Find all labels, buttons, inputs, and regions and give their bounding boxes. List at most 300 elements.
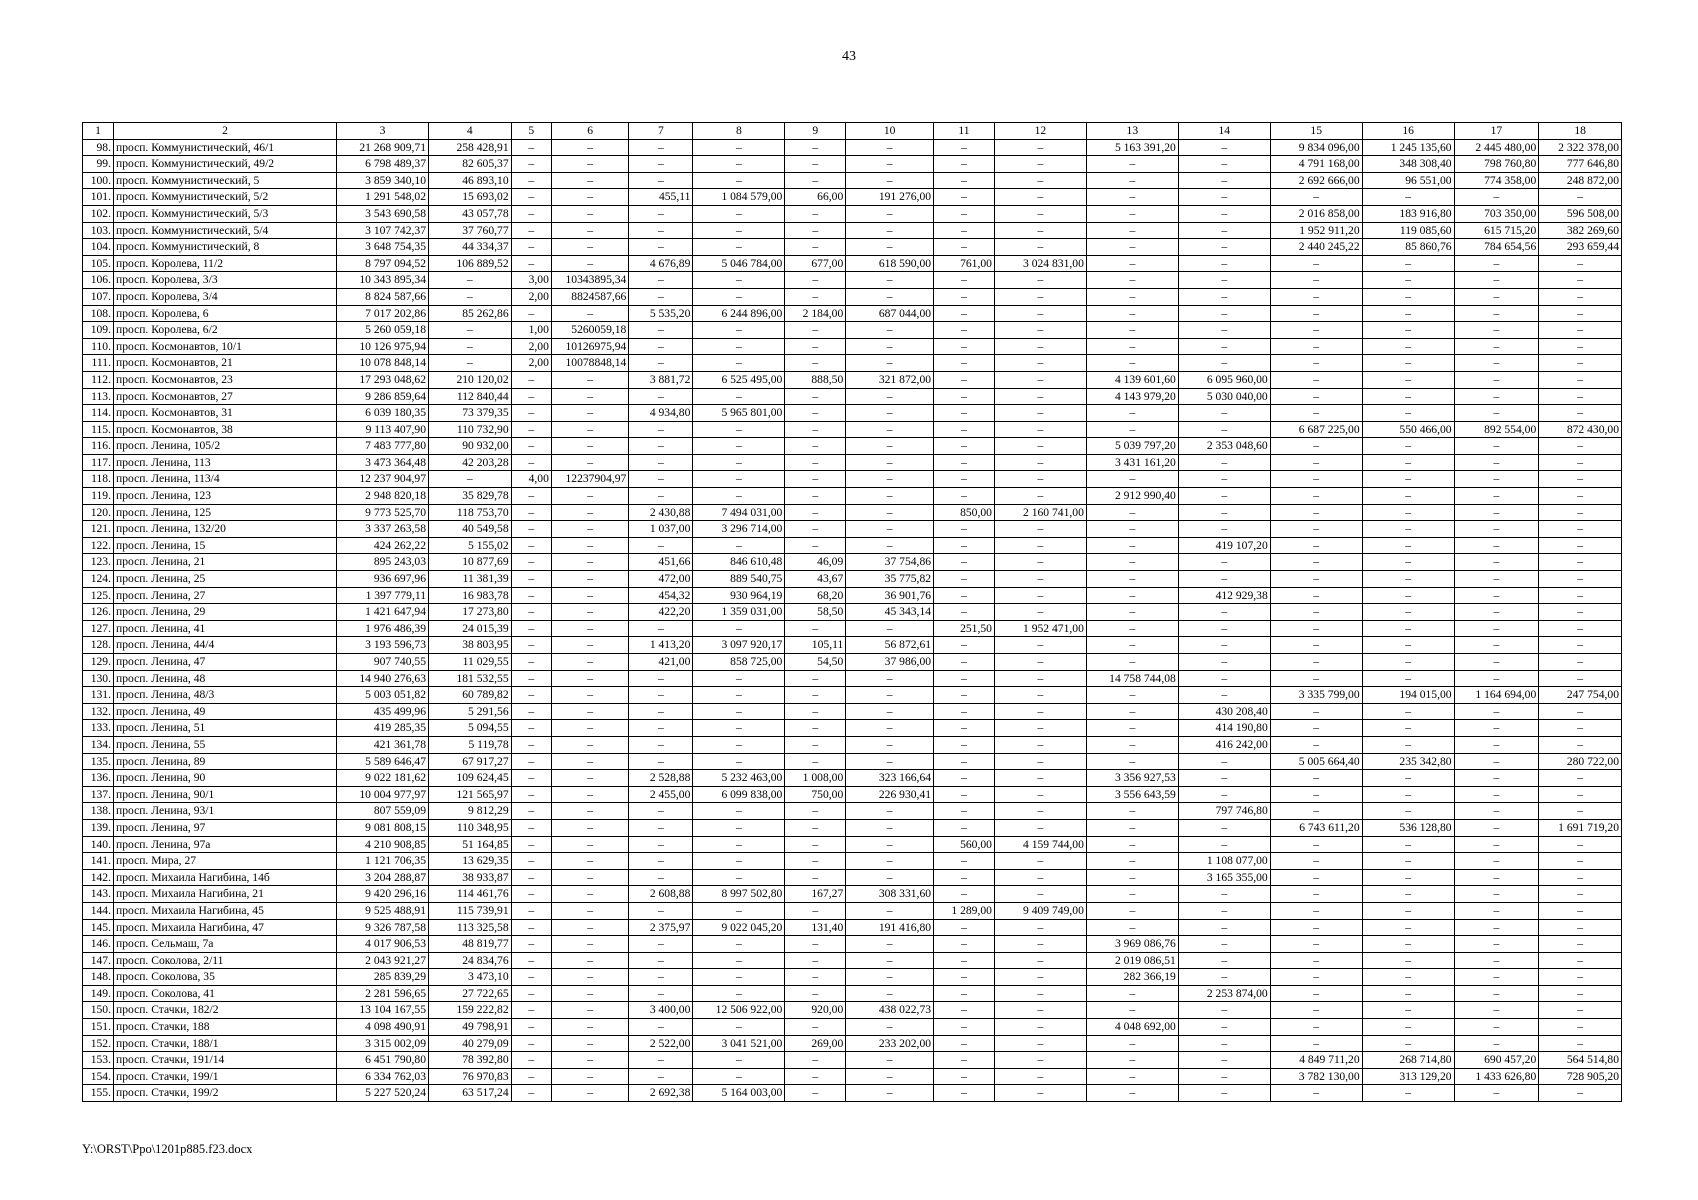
value-cell: – (1178, 654, 1270, 671)
value-cell: 455,11 (629, 189, 693, 206)
value-cell: – (693, 272, 785, 289)
value-cell: 2 160 741,00 (994, 504, 1086, 521)
row-number-cell: 124. (83, 571, 114, 588)
table-row (83, 786, 1622, 803)
value-cell: – (934, 819, 995, 836)
value-cell: 907 740,55 (337, 654, 429, 671)
header-row (83, 123, 1622, 140)
value-cell: 114 461,76 (429, 886, 512, 903)
value-cell: 5 260 059,18 (337, 322, 429, 339)
table-row (83, 1052, 1622, 1069)
value-cell: – (1270, 305, 1362, 322)
value-cell: – (551, 388, 628, 405)
row-number-cell: 106. (83, 272, 114, 289)
value-cell: – (1178, 272, 1270, 289)
value-cell: – (994, 521, 1086, 538)
value-cell: 78 392,80 (429, 1052, 512, 1069)
row-number-cell: 121. (83, 521, 114, 538)
value-cell: 1 289,00 (934, 902, 995, 919)
value-cell: – (1362, 388, 1454, 405)
value-cell: – (1270, 703, 1362, 720)
value-cell: – (1362, 1019, 1454, 1036)
value-cell: – (1362, 338, 1454, 355)
table-row (83, 488, 1622, 505)
value-cell: – (429, 471, 512, 488)
value-cell: – (1178, 952, 1270, 969)
value-cell: – (693, 222, 785, 239)
value-cell: – (934, 1052, 995, 1069)
value-cell: – (1178, 322, 1270, 339)
row-number-cell: 151. (83, 1019, 114, 1036)
value-cell: – (934, 554, 995, 571)
value-cell: – (934, 222, 995, 239)
value-cell: – (994, 305, 1086, 322)
address-cell: просп. Соколова, 41 (113, 985, 336, 1002)
value-cell: – (1539, 919, 1622, 936)
row-number-cell: 118. (83, 471, 114, 488)
value-cell: – (934, 886, 995, 903)
value-cell: 115 739,91 (429, 902, 512, 919)
value-cell: – (629, 803, 693, 820)
value-cell: – (994, 703, 1086, 720)
value-cell: 118 753,70 (429, 504, 512, 521)
value-cell: – (1270, 1019, 1362, 1036)
address-cell: просп. Коммунистический, 5/2 (113, 189, 336, 206)
value-cell: – (994, 571, 1086, 588)
value-cell: – (511, 687, 551, 704)
value-cell: – (994, 936, 1086, 953)
value-cell: – (1539, 736, 1622, 753)
value-cell: 4 139 601,60 (1086, 371, 1178, 388)
column-header: 15 (1270, 123, 1362, 140)
row-number-cell: 135. (83, 753, 114, 770)
table-row (83, 720, 1622, 737)
value-cell: – (1454, 322, 1539, 339)
value-cell: – (994, 421, 1086, 438)
value-cell: – (1539, 338, 1622, 355)
value-cell: – (1086, 205, 1178, 222)
row-number-cell: 152. (83, 1035, 114, 1052)
row-number-cell: 153. (83, 1052, 114, 1069)
value-cell: – (1362, 902, 1454, 919)
value-cell: – (693, 670, 785, 687)
value-cell: – (693, 537, 785, 554)
value-cell: – (511, 571, 551, 588)
value-cell: 930 964,19 (693, 587, 785, 604)
value-cell: 414 190,80 (1178, 720, 1270, 737)
value-cell: – (1539, 305, 1622, 322)
value-cell: 121 565,97 (429, 786, 512, 803)
address-cell: просп. Ленина, 123 (113, 488, 336, 505)
value-cell: – (629, 222, 693, 239)
value-cell: 167,27 (785, 886, 846, 903)
value-cell: 797 746,80 (1178, 803, 1270, 820)
value-cell: – (1086, 886, 1178, 903)
value-cell: – (551, 919, 628, 936)
address-cell: просп. Королева, 6/2 (113, 322, 336, 339)
value-cell: – (551, 936, 628, 953)
value-cell: – (994, 1035, 1086, 1052)
value-cell: – (693, 205, 785, 222)
value-cell: – (511, 239, 551, 256)
address-cell: просп. Ленина, 27 (113, 587, 336, 604)
value-cell: – (1270, 985, 1362, 1002)
address-cell: просп. Стачки, 188/1 (113, 1035, 336, 1052)
value-cell: – (511, 388, 551, 405)
value-cell: – (629, 322, 693, 339)
value-cell: – (551, 189, 628, 206)
value-cell: – (511, 371, 551, 388)
value-cell: – (846, 488, 934, 505)
value-cell: – (1454, 902, 1539, 919)
value-cell: 49 798,91 (429, 1019, 512, 1036)
value-cell: – (1270, 521, 1362, 538)
value-cell: 687 044,00 (846, 305, 934, 322)
value-cell: – (846, 421, 934, 438)
value-cell: 3 296 714,00 (693, 521, 785, 538)
value-cell: 45 343,14 (846, 604, 934, 621)
value-cell: – (1362, 571, 1454, 588)
value-cell: – (1270, 604, 1362, 621)
value-cell: – (785, 222, 846, 239)
row-number-cell: 138. (83, 803, 114, 820)
value-cell: – (693, 736, 785, 753)
value-cell: – (994, 205, 1086, 222)
row-number-cell: 100. (83, 172, 114, 189)
row-number-cell: 111. (83, 355, 114, 372)
value-cell: – (1086, 355, 1178, 372)
value-cell: – (1362, 786, 1454, 803)
value-cell: 15 693,02 (429, 189, 512, 206)
value-cell: – (1454, 571, 1539, 588)
value-cell: – (1454, 936, 1539, 953)
value-cell: – (693, 703, 785, 720)
value-cell: – (1178, 1085, 1270, 1102)
value-cell: 4 048 692,00 (1086, 1019, 1178, 1036)
value-cell: – (1178, 189, 1270, 206)
page-number: 43 (842, 49, 856, 64)
value-cell: – (1362, 720, 1454, 737)
value-cell: – (846, 753, 934, 770)
value-cell: – (511, 205, 551, 222)
value-cell: – (1454, 869, 1539, 886)
value-cell: 113 325,58 (429, 919, 512, 936)
value-cell: – (785, 338, 846, 355)
value-cell: – (629, 969, 693, 986)
value-cell: 3 543 690,58 (337, 205, 429, 222)
value-cell: – (551, 454, 628, 471)
value-cell: – (693, 902, 785, 919)
value-cell: 194 015,00 (1362, 687, 1454, 704)
value-cell: – (785, 421, 846, 438)
value-cell: – (1086, 272, 1178, 289)
value-cell: 323 166,64 (846, 770, 934, 787)
value-cell: – (1454, 1035, 1539, 1052)
value-cell: 6 095 960,00 (1178, 371, 1270, 388)
value-cell: 3 473,10 (429, 969, 512, 986)
value-cell: – (1539, 322, 1622, 339)
value-cell: 438 022,73 (846, 1002, 934, 1019)
value-cell: 2 281 596,65 (337, 985, 429, 1002)
value-cell: – (934, 786, 995, 803)
value-cell: – (785, 355, 846, 372)
row-number-cell: 114. (83, 405, 114, 422)
value-cell: 5 030 040,00 (1178, 388, 1270, 405)
address-cell: просп. Ленина, 29 (113, 604, 336, 621)
value-cell: – (934, 205, 995, 222)
value-cell: – (1362, 703, 1454, 720)
value-cell: – (1539, 189, 1622, 206)
address-cell: просп. Ленина, 105/2 (113, 438, 336, 455)
value-cell: 1 952 471,00 (994, 620, 1086, 637)
address-cell: просп. Космонавтов, 31 (113, 405, 336, 422)
value-cell: – (551, 488, 628, 505)
value-cell: – (511, 886, 551, 903)
value-cell: 9 812,29 (429, 803, 512, 820)
value-cell: 3 556 643,59 (1086, 786, 1178, 803)
value-cell: – (511, 786, 551, 803)
value-cell: – (1362, 488, 1454, 505)
value-cell: – (1086, 521, 1178, 538)
value-cell: – (846, 720, 934, 737)
value-cell: 2 440 245,22 (1270, 239, 1362, 256)
value-cell: – (1270, 637, 1362, 654)
value-cell: – (934, 687, 995, 704)
value-cell: 11 029,55 (429, 654, 512, 671)
value-cell: – (551, 803, 628, 820)
value-cell: 416 242,00 (1178, 736, 1270, 753)
table-row (83, 355, 1622, 372)
row-number-cell: 126. (83, 604, 114, 621)
value-cell: – (1539, 803, 1622, 820)
column-header: 17 (1454, 123, 1539, 140)
value-cell: – (511, 537, 551, 554)
value-cell: – (785, 969, 846, 986)
value-cell: – (785, 288, 846, 305)
value-cell: – (1178, 405, 1270, 422)
value-cell: – (846, 405, 934, 422)
value-cell: – (551, 620, 628, 637)
table-row (83, 139, 1622, 156)
value-cell: 5 094,55 (429, 720, 512, 737)
value-cell: 596 508,00 (1539, 205, 1622, 222)
value-cell: 9 081 808,15 (337, 819, 429, 836)
value-cell: – (1178, 305, 1270, 322)
table-row (83, 604, 1622, 621)
value-cell: 798 760,80 (1454, 156, 1539, 173)
table-row (83, 952, 1622, 969)
row-number-cell: 105. (83, 255, 114, 272)
value-cell: – (1362, 952, 1454, 969)
value-cell: 60 789,82 (429, 687, 512, 704)
value-cell: – (785, 720, 846, 737)
table-row (83, 687, 1622, 704)
value-cell: – (1454, 272, 1539, 289)
value-cell: – (629, 753, 693, 770)
value-cell: – (1362, 189, 1454, 206)
value-cell: 1 108 077,00 (1178, 853, 1270, 870)
value-cell: – (1086, 421, 1178, 438)
value-cell: – (1362, 1035, 1454, 1052)
value-cell: – (511, 654, 551, 671)
value-cell: – (551, 172, 628, 189)
value-cell: – (934, 1085, 995, 1102)
value-cell: 66,00 (785, 189, 846, 206)
value-cell: – (934, 322, 995, 339)
value-cell: 4 934,80 (629, 405, 693, 422)
table-row (83, 819, 1622, 836)
value-cell: – (994, 438, 1086, 455)
value-cell: – (629, 537, 693, 554)
value-cell: – (1362, 371, 1454, 388)
value-cell: – (511, 919, 551, 936)
value-cell: 5 046 784,00 (693, 255, 785, 272)
value-cell: 6 687 225,00 (1270, 421, 1362, 438)
value-cell: – (1539, 521, 1622, 538)
table-row (83, 172, 1622, 189)
value-cell: – (551, 770, 628, 787)
value-cell: – (934, 521, 995, 538)
value-cell: 888,50 (785, 371, 846, 388)
value-cell: – (511, 1002, 551, 1019)
value-cell: 5 119,78 (429, 736, 512, 753)
value-cell: – (1454, 504, 1539, 521)
value-cell: – (785, 952, 846, 969)
row-number-cell: 109. (83, 322, 114, 339)
table-row (83, 255, 1622, 272)
value-cell: – (1454, 952, 1539, 969)
value-cell: – (1270, 338, 1362, 355)
value-cell: 435 499,96 (337, 703, 429, 720)
value-cell: – (934, 604, 995, 621)
value-cell: – (1539, 620, 1622, 637)
value-cell: – (1362, 288, 1454, 305)
value-cell: – (629, 1052, 693, 1069)
value-cell: – (785, 853, 846, 870)
footer-file-path: Y:\ORST\Ppo\1201p885.f23.docx (82, 1142, 253, 1156)
value-cell: – (994, 985, 1086, 1002)
value-cell: 5 005 664,40 (1270, 753, 1362, 770)
value-cell: – (1270, 537, 1362, 554)
value-cell: 9 409 749,00 (994, 902, 1086, 919)
value-cell: – (846, 172, 934, 189)
value-cell: 112 840,44 (429, 388, 512, 405)
value-cell: 280 722,00 (1539, 753, 1622, 770)
table-row (83, 902, 1622, 919)
value-cell: 5 155,02 (429, 537, 512, 554)
value-cell: – (934, 1035, 995, 1052)
value-cell: – (1539, 902, 1622, 919)
value-cell: – (1178, 172, 1270, 189)
value-cell: – (1454, 438, 1539, 455)
value-cell: – (994, 736, 1086, 753)
value-cell: – (693, 936, 785, 953)
value-cell: – (511, 969, 551, 986)
value-cell: – (785, 803, 846, 820)
value-cell: 58,50 (785, 604, 846, 621)
column-header: 5 (511, 123, 551, 140)
value-cell: – (846, 272, 934, 289)
value-cell: – (1270, 454, 1362, 471)
column-header: 11 (934, 123, 995, 140)
row-number-cell: 98. (83, 139, 114, 156)
value-cell: 10 004 977,97 (337, 786, 429, 803)
value-cell: – (934, 421, 995, 438)
value-cell: – (629, 720, 693, 737)
value-cell: – (511, 1019, 551, 1036)
row-number-cell: 140. (83, 836, 114, 853)
row-number-cell: 143. (83, 886, 114, 903)
row-number-cell: 142. (83, 869, 114, 886)
value-cell: – (429, 288, 512, 305)
register-table-container (82, 122, 1622, 1102)
value-cell: 131,40 (785, 919, 846, 936)
value-cell: – (1270, 189, 1362, 206)
value-cell: – (629, 836, 693, 853)
value-cell: – (1454, 736, 1539, 753)
value-cell: – (1270, 322, 1362, 339)
value-cell: 9 834 096,00 (1270, 139, 1362, 156)
value-cell: – (551, 853, 628, 870)
table-row (83, 371, 1622, 388)
address-cell: просп. Ленина, 51 (113, 720, 336, 737)
value-cell: – (994, 537, 1086, 554)
value-cell: 2 912 990,40 (1086, 488, 1178, 505)
address-cell: просп. Михаила Нагибина, 45 (113, 902, 336, 919)
value-cell: – (846, 952, 934, 969)
value-cell: 2,00 (511, 338, 551, 355)
column-header: 1 (83, 123, 114, 140)
value-cell: 313 129,20 (1362, 1068, 1454, 1085)
value-cell: 564 514,80 (1539, 1052, 1622, 1069)
value-cell: 1 421 647,94 (337, 604, 429, 621)
value-cell: 10 877,69 (429, 554, 512, 571)
value-cell: – (1362, 604, 1454, 621)
value-cell: – (551, 239, 628, 256)
value-cell: – (1454, 853, 1539, 870)
value-cell: – (846, 985, 934, 1002)
table-row (83, 886, 1622, 903)
table-row (83, 554, 1622, 571)
value-cell: 6 039 180,35 (337, 405, 429, 422)
value-cell: – (785, 156, 846, 173)
value-cell: – (994, 239, 1086, 256)
value-cell: 76 970,83 (429, 1068, 512, 1085)
value-cell: 419 107,20 (1178, 537, 1270, 554)
value-cell: – (1270, 919, 1362, 936)
value-cell: – (994, 1002, 1086, 1019)
value-cell: – (1454, 355, 1539, 372)
value-cell: – (511, 720, 551, 737)
value-cell: 9 773 525,70 (337, 504, 429, 521)
value-cell: – (934, 654, 995, 671)
value-cell: – (1086, 571, 1178, 588)
table-row (83, 1035, 1622, 1052)
value-cell: 37 760,77 (429, 222, 512, 239)
value-cell: – (1270, 405, 1362, 422)
value-cell: – (629, 869, 693, 886)
row-number-cell: 110. (83, 338, 114, 355)
value-cell: – (1086, 405, 1178, 422)
value-cell: – (994, 454, 1086, 471)
value-cell: – (785, 819, 846, 836)
value-cell: – (846, 703, 934, 720)
value-cell: 1 413,20 (629, 637, 693, 654)
table-row (83, 670, 1622, 687)
value-cell: – (934, 388, 995, 405)
value-cell: – (511, 952, 551, 969)
value-cell: – (1086, 604, 1178, 621)
